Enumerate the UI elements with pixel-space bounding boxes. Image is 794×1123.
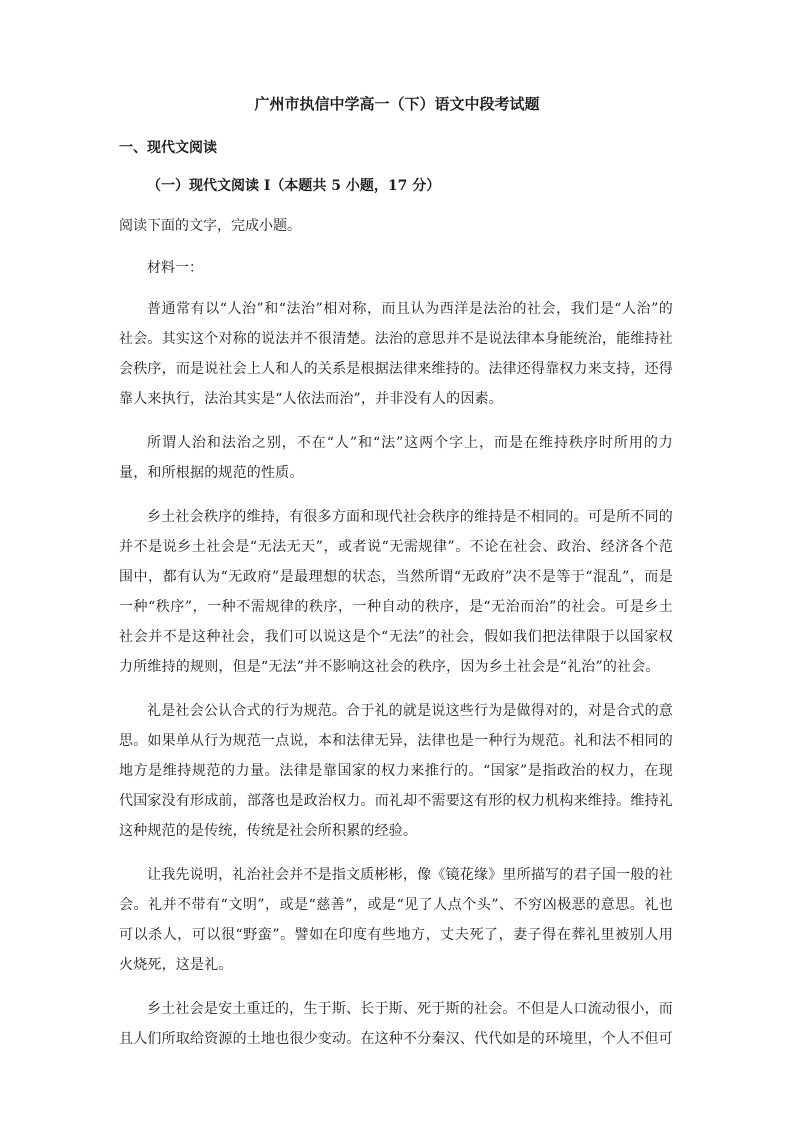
section-heading: 一、现代文阅读 <box>119 140 217 156</box>
paragraph: 乡土社会是安土重迁的，生于斯、长于斯、死于斯的社会。不但是人口流动很小，而且人们所取给资源的土地也很少变动。在这种不分秦汉、代代如是的环境里，个人不但可 <box>119 1001 673 1047</box>
paragraph: 让我先说明，礼治社会并不是指文质彬彬，像《镜花缘》里所描写的君子国一般的社会。礼并不带有“文明”，或是“慈善”，或是“见了人点个头”、不穷凶极恶的意思。礼也可以杀人，可以很“野蛮”。譬如在印度有些地方，丈夫死了，妻子得在葬礼里被别人用火烧死，这是礼。 <box>119 867 673 973</box>
document-title: 广州市执信中学高一（下）语文中段考试题 <box>254 95 540 113</box>
paragraph: 乡土社会秩序的维持，有很多方面和现代社会秩序的维持是不相同的。可是所不同的并不是说乡土社会是“无法无天”，或者说“无需规律”。不论在社会、政治、经济各个范围中，都有认为“无政府”是最理想的状态，当然所谓“无政府”决不是等于“混乱”，而是一种“秩序”，一种不需规律的秩序，一种自动的秩序，是“无治而治”的社会。可是乡土社会并不是这种社会，我们可以说这是个“无法”的社会，假如我们把法律限于以国家权力所维持的规则，但是“无法”并不影响这社会的秩序，因为乡土社会是“礼治”的社会。 <box>119 509 673 675</box>
paragraph: 所谓人治和法治之别，不在“人”和“法”这两个字上，而是在维持秩序时所用的力量，和所根据的规范的性质。 <box>119 435 673 481</box>
passage-body <box>119 294 673 1068</box>
material-label: 材料一： <box>147 260 203 276</box>
reading-instruction: 阅读下面的文字，完成小题。 <box>119 218 301 234</box>
subsection-heading: （一）现代文阅读 I（本题共 5 小题，17 分） <box>147 178 441 194</box>
paragraph: 普通常有以“人治”和“法治”相对称，而且认为西洋是法治的社会，我们是“人治”的社会。其实这个对称的说法并不很清楚。法治的意思并不是说法律本身能统治，能维持社会秩序，而是说社会上人和人的关系是根据法律来维持的。法律还得靠权力来支持，还得靠人来执行，法治其实是“人依法而治”，并非没有人的因素。 <box>119 301 673 407</box>
paragraph: 礼是社会公认合式的行为规范。合于礼的就是说这些行为是做得对的，对是合式的意思。如果单从行为规范一点说，本和法律无异，法律也是一种行为规范。礼和法不相同的地方是维持规范的力量。法律是靠国家的权力来推行的。“国家”是指政治的权力，在现代国家没有形成前，部落也是政治权力。而礼却不需要这有形的权力机构来维持。维持礼这种规范的是传统，传统是社会所积累的经验。 <box>119 703 673 839</box>
